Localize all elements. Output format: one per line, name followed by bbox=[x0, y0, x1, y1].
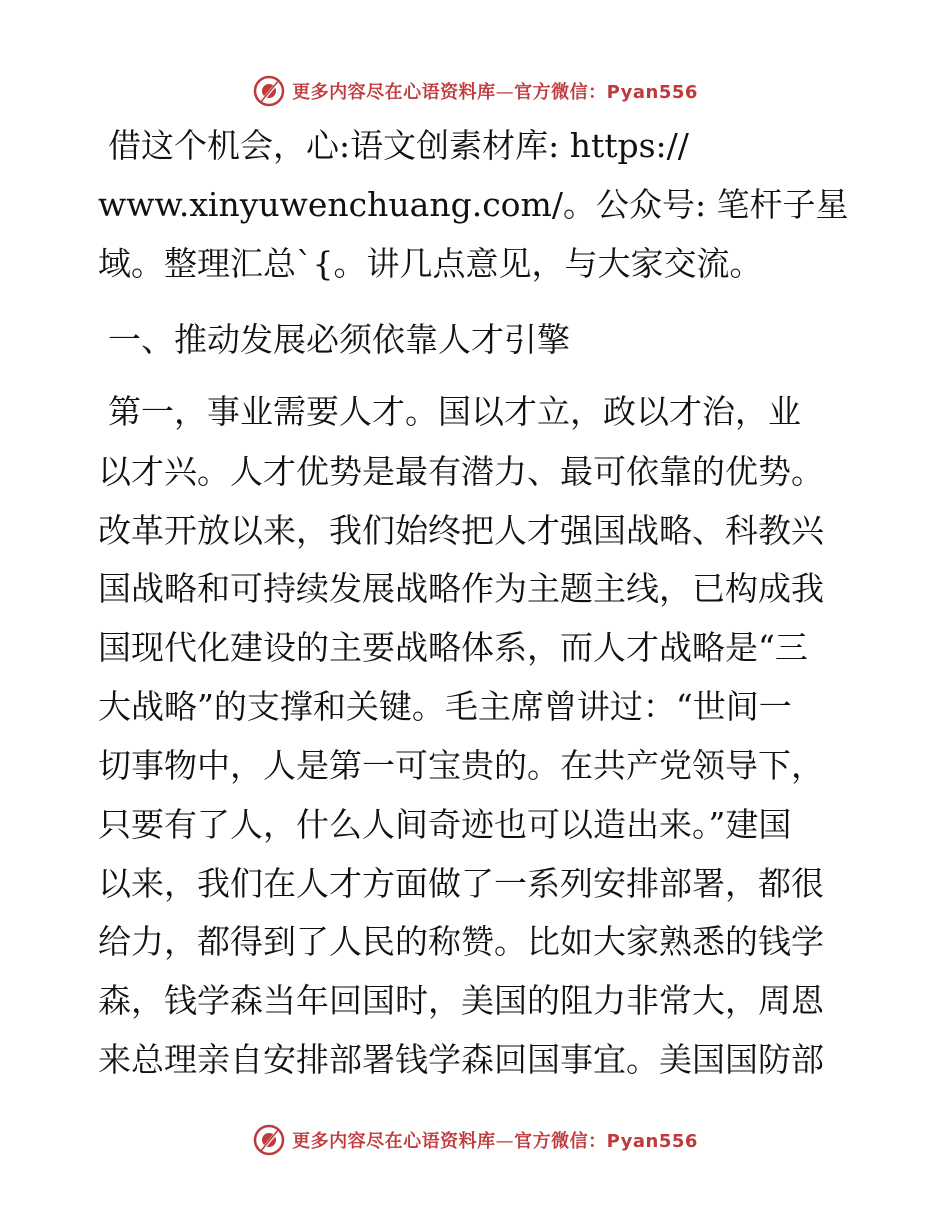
paragraph2-line-10: 给力，都得到了人民的称赞。比如大家熟悉的钱学 bbox=[98, 922, 824, 961]
paragraph1-line-3: 域。整理汇总`{。讲几点意见，与大家交流。 bbox=[98, 244, 763, 283]
paragraph2-line-2: 以才兴。人才优势是最有潜力、最可依靠的优势。 bbox=[98, 452, 824, 491]
section-heading: 一、推动发展必须依靠人才引擎 bbox=[108, 320, 570, 359]
paragraph2-line-12: 来总理亲自安排部署钱学森回国事宜。美国国防部 bbox=[98, 1040, 824, 1079]
paragraph2-line-3: 改革开放以来，我们始终把人才强国战略、科教兴 bbox=[98, 511, 824, 550]
header-watermark-banner bbox=[0, 69, 950, 113]
paragraph2-line-4: 国战略和可持续发展战略作为主题主线，已构成我 bbox=[98, 569, 824, 608]
watermark-text: 更多内容尽在心语资料库—官方微信：Pyan556 bbox=[292, 1131, 698, 1152]
paragraph2-line-6: 大战略”的支撑和关键。毛主席曾讲过：“世间一 bbox=[98, 687, 792, 726]
paragraph1-line-1: 借这个机会，心:语文创素材库: https:// bbox=[108, 126, 689, 165]
paragraph2-line-8: 只要有了人，什么人间奇迹也可以造出来。”建国 bbox=[98, 805, 792, 844]
paragraph2-line-7: 切事物中，人是第一可宝贵的。在共产党领导下， bbox=[98, 746, 824, 785]
paragraph2-line-5: 国现代化建设的主要战略体系，而人才战略是“三 bbox=[98, 628, 808, 667]
footer-watermark-banner bbox=[0, 1118, 950, 1162]
paragraph2-line-11: 森，钱学森当年回国时，美国的阻力非常大，周恩 bbox=[98, 981, 824, 1020]
watermark-text: 更多内容尽在心语资料库—官方微信：Pyan556 bbox=[292, 82, 698, 103]
paragraph2-line-1: 第一，事业需要人才。国以才立，政以才治，业 bbox=[108, 392, 801, 431]
brand-logo-icon bbox=[252, 1123, 286, 1157]
brand-logo-icon bbox=[252, 74, 286, 108]
paragraph2-line-9: 以来，我们在人才方面做了一系列安排部署，都很 bbox=[98, 864, 824, 903]
paragraph1-line-2: www.xinyuwenchuang.com/。公众号: 笔杆子星 bbox=[98, 185, 849, 224]
